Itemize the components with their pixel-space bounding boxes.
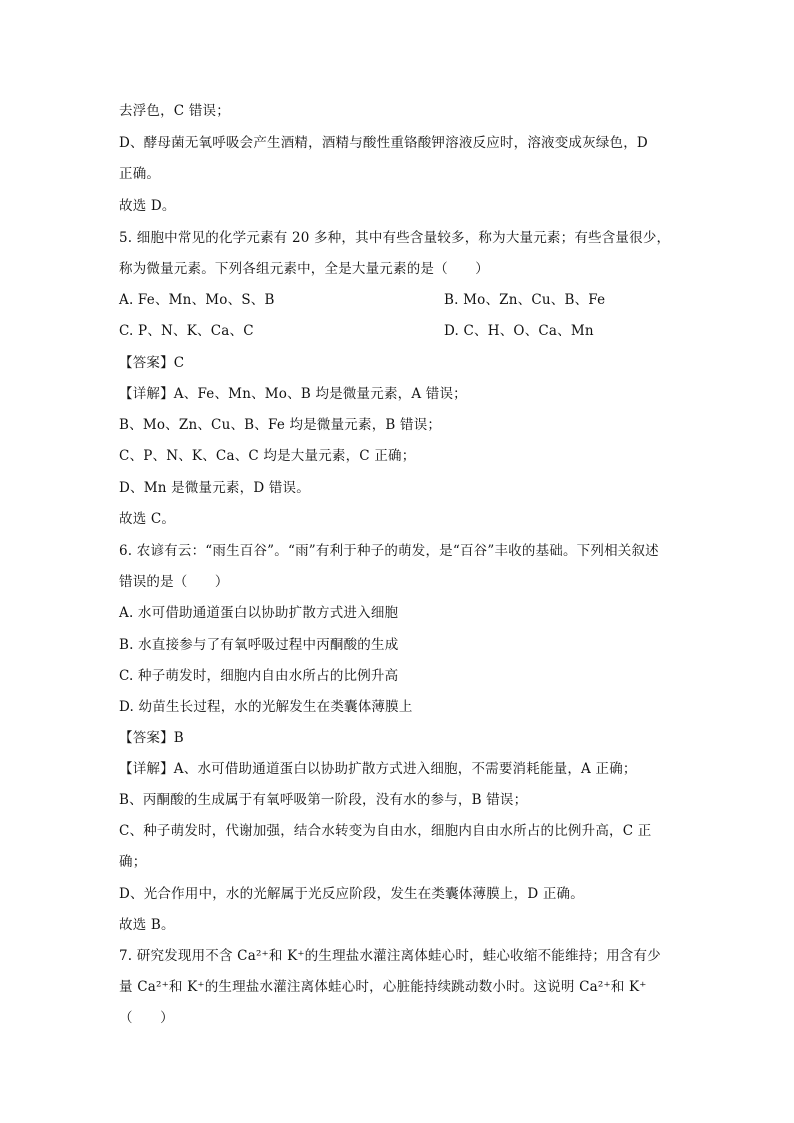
answer-line: 【答案】C	[119, 355, 185, 371]
explanation-line: D、光合作用中，水的光解属于光反应阶段，发生在类囊体薄膜上，D 正确。	[119, 886, 584, 902]
question-5-stem: 5. 细胞中常见的化学元素有 20 多种，其中有些含量较多，称为大量元素；有些含量很少，	[119, 230, 671, 246]
option-d: D. 幼苗生长过程，水的光解发生在类囊体薄膜上	[119, 699, 413, 715]
option-a: A. Fe、Mn、Mo、S、B	[119, 292, 275, 308]
explanation-line: D、Mn 是微量元素，D 错误。	[119, 480, 310, 496]
text-line: 去浮色，C 错误；	[119, 103, 230, 119]
option-a: A. 水可借助通道蛋白以协助扩散方式进入细胞	[119, 605, 399, 621]
option-c: C. 种子萌发时，细胞内自由水所占的比例升高	[119, 668, 399, 684]
conclusion-line: 故选 B。	[119, 917, 175, 933]
question-7-stem: （ ）	[119, 1010, 174, 1026]
question-6-stem: 错误的是（ ）	[119, 574, 229, 590]
answer-line: 【答案】B	[119, 730, 184, 746]
option-c: C. P、N、K、Ca、C	[119, 323, 254, 339]
text-line: 正确。	[119, 166, 161, 182]
explanation-line: 【详解】A、Fe、Mn、Mo、B 均是微量元素，A 错误；	[119, 386, 467, 402]
option-b: B. Mo、Zn、Cu、B、Fe	[444, 292, 606, 308]
question-7-stem: 量 Ca²⁺和 K⁺的生理盐水灌注离体蛙心时，心脏能持续跳动数小时。这说明 Ca²⁺和 K⁺	[119, 979, 647, 995]
question-5-stem: 称为微量元素。下列各组元素中，全是大量元素的是（ ）	[119, 261, 489, 277]
explanation-line: 【详解】A、水可借助通道蛋白以协助扩散方式进入细胞，不需要消耗能量，A 正确；	[119, 761, 637, 777]
explanation-line: C、P、N、K、Ca、C 均是大量元素，C 正确；	[119, 448, 416, 464]
question-6-stem: 6. 农谚有云：“雨生百谷”。“雨”有利于种子的萌发，是“百谷”丰收的基础。下列相关叙述	[119, 543, 659, 559]
text-line: 故选 D。	[119, 198, 176, 214]
option-b: B. 水直接参与了有氧呼吸过程中丙酮酸的生成	[119, 637, 399, 653]
conclusion-line: 故选 C。	[119, 511, 176, 527]
explanation-line: B、Mo、Zn、Cu、B、Fe 均是微量元素，B 错误；	[119, 417, 442, 433]
explanation-line: 确；	[119, 854, 147, 870]
option-d: D. C、H、O、Ca、Mn	[444, 323, 594, 339]
explanation-line: B、丙酮酸的生成属于有氧呼吸第一阶段，没有水的参与，B 错误；	[119, 792, 528, 808]
text-line: D、酵母菌无氧呼吸会产生酒精，酒精与酸性重铬酸钾溶液反应时，溶液变成灰绿色，D	[119, 135, 648, 151]
question-7-stem: 7. 研究发现用不含 Ca²⁺和 K⁺的生理盐水灌注离体蛙心时，蛙心收缩不能维持；用含有少	[119, 948, 661, 964]
explanation-line: C、种子萌发时，代谢加强，结合水转变为自由水，细胞内自由水所占的比例升高，C 正	[119, 823, 652, 839]
